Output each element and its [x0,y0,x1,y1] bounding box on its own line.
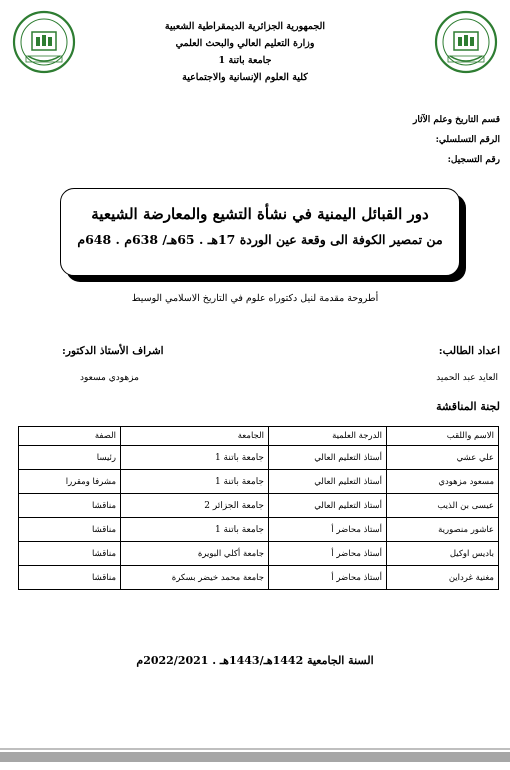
committee-title: لجنة المناقشة [436,400,500,413]
member-role: مناقشا [19,542,121,566]
serial-number-line: الرقم التسلسلي: [435,135,500,145]
table-row [19,542,499,566]
republic-line: الجمهورية الجزائرية الديمقراطية الشعبية [164,21,326,32]
member-rank: أستاذ التعليم العالي [269,446,387,470]
member-university: جامعة باتنة 1 [121,470,269,494]
member-role: مناقشا [19,494,121,518]
table-row [19,446,499,470]
member-name: باديس اوكيل [387,542,499,566]
member-rank: أستاذ محاضر أ [269,518,387,542]
table-row [19,518,499,542]
member-role: مناقشا [19,518,121,542]
university-line: جامعة باتنة 1 [218,55,272,66]
supervisor-label: اشراف الأستاذ الدكتور: [62,345,164,357]
student-label: اعداد الطالب: [438,345,500,357]
registration-meta [413,110,500,170]
table-row [19,470,499,494]
header-university: الجامعة [121,427,269,446]
university-seal-left [12,10,76,74]
footer-divider [0,748,510,750]
table-header-row [19,427,499,446]
member-role: رئيسا [19,446,121,470]
header-name: الاسم واللقب [387,427,499,446]
member-name: مغنية غرداين [387,566,499,590]
thesis-subtitle: من تمصير الكوفة الى وقعة عين الوردة 17هـ . 65هـ/ 638م . 648م [77,232,443,247]
student-name: العايد عبد الحميد [436,373,498,383]
thesis-title: دور القبائل اليمنية في نشأة التشيع والمعارضة الشيعية [91,205,429,223]
member-rank: أستاذ محاضر أ [269,542,387,566]
supervisor-name: مزهودي مسعود [80,373,139,383]
header-role: الصفة [19,427,121,446]
faculty-line: كلية العلوم الإنسانية والاجتماعية [182,72,308,83]
registration-number-line: رقم التسجيل: [447,155,500,165]
thesis-title-box [60,188,460,276]
university-seal-right [434,10,498,74]
member-name: علي عشي [387,446,499,470]
committee-table [18,426,499,590]
member-university: جامعة باتنة 1 [121,518,269,542]
member-name: عيسى بن الذيب [387,494,499,518]
member-university: جامعة محمد خيضر بسكرة [121,566,269,590]
member-role: مناقشا [19,566,121,590]
member-university: جامعة الجزائر 2 [121,494,269,518]
member-name: عاشور منصورية [387,518,499,542]
member-rank: أستاذ التعليم العالي [269,494,387,518]
table-row [19,494,499,518]
academic-year: السنة الجامعية 1442هـ/1443هـ . 2022/2021م [136,654,374,667]
footer-bar [0,752,510,762]
department-line: قسم التاريخ وعلم الآثار [413,115,500,125]
header-rank: الدرجة العلمية [269,427,387,446]
thesis-description: أطروحة مقدمة لنيل دكتوراه علوم في التاريخ الاسلامي الوسيط [131,293,379,304]
member-role: مشرفا ومقررا [19,470,121,494]
member-name: مسعود مزهودي [387,470,499,494]
member-university: جامعة أكلي البويرة [121,542,269,566]
member-university: جامعة باتنة 1 [121,446,269,470]
member-rank: أستاذ محاضر أ [269,566,387,590]
table-row [19,566,499,590]
ministry-line: وزارة التعليم العالي والبحث العلمي [175,38,315,49]
member-rank: أستاذ التعليم العالي [269,470,387,494]
institution-header [140,18,350,86]
